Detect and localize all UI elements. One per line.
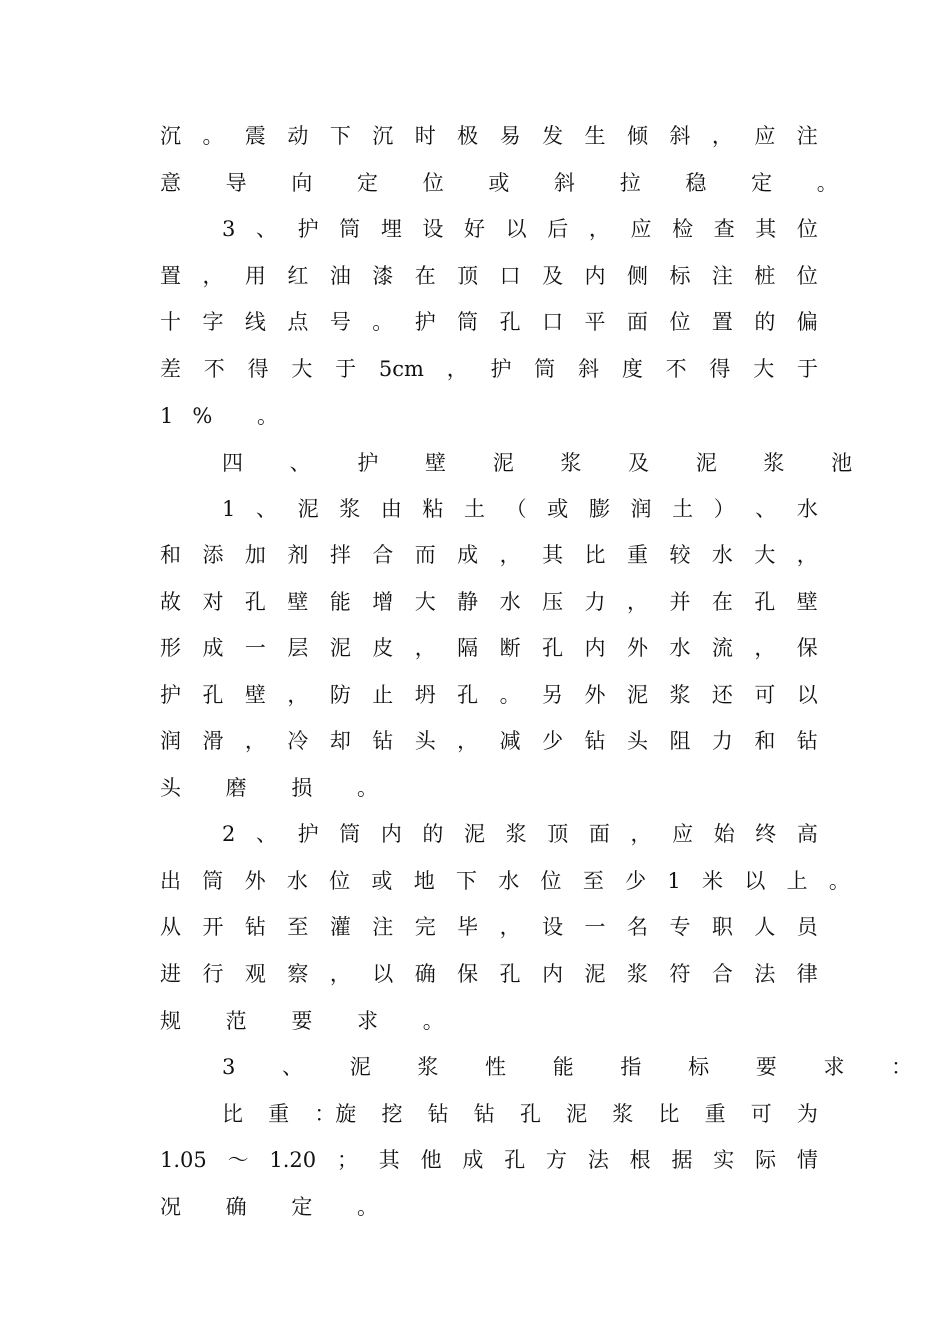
text-token: 终 [755,822,777,846]
text-token: ， [287,683,309,707]
text-token: 泥 [297,497,319,521]
text-token: 钻 [372,729,394,753]
text-token: 护 [297,217,319,241]
text-token: 行 [202,962,224,986]
text-token: 可 [750,1102,772,1126]
text-token: 的 [422,822,444,846]
text-token: 静 [457,590,479,614]
text-token: 水 [499,590,521,614]
text-token: 层 [287,636,309,660]
text-token: 和 [754,729,776,753]
text-line [222,1052,932,1082]
text-token: 可 [754,683,776,707]
text-token: 毕 [457,915,479,939]
text-token: 其 [755,217,777,241]
text-line [160,912,818,942]
text-token: 外 [626,636,648,660]
text-token: 浆 [669,683,691,707]
text-line [160,773,397,803]
text-line [160,401,297,431]
text-line [160,587,818,617]
text-token: 由 [380,497,402,521]
text-token: 钻 [427,1102,449,1126]
text-token: 内 [380,822,402,846]
text-token: 筒 [534,357,556,381]
text-token: 隔 [457,636,479,660]
text-token: ， [414,636,436,660]
text-token: 据 [671,1148,693,1172]
text-token: 注 [796,124,818,148]
text-token: 水 [498,869,520,893]
text-token: ， [202,264,224,288]
text-token: 人 [754,915,776,939]
text-token: 在 [414,264,436,288]
text-token: 少 [542,729,564,753]
text-token: 筒 [339,822,361,846]
text-line [160,726,818,756]
line-text: 头 磨 损 。 [160,776,398,800]
text-token: 其 [542,543,564,567]
text-token: 注 [372,915,394,939]
text-token: 形 [160,636,181,660]
text-token: 浆 [339,497,361,521]
text-token: 位 [669,310,691,334]
text-token: 壁 [287,590,309,614]
text-token: 字 [202,310,224,334]
text-token: ， [630,822,652,846]
text-token: 灌 [329,915,351,939]
text-token: 法 [754,962,776,986]
text-token: 泥 [626,683,648,707]
text-line [222,494,818,524]
text-token: 2 [222,822,236,846]
text-token: 孔 [504,1148,526,1172]
text-token: 下 [329,124,351,148]
text-token: 标 [669,264,691,288]
text-token: 比 [584,543,606,567]
text-token: 土 [672,497,694,521]
text-token: 的 [754,310,776,334]
text-token: 出 [160,869,181,893]
text-token: 至 [582,869,604,893]
text-token: 偏 [796,310,818,334]
heading-text: 四 、 护 壁 泥 浆 及 泥 浆 池 [222,451,873,475]
text-token: 完 [414,915,436,939]
text-token: 少 [625,869,647,893]
text-line [222,1099,818,1129]
text-token: 3 [222,217,236,241]
text-token: 力 [711,729,733,753]
text-token: 位 [796,264,818,288]
text-token: 检 [672,217,694,241]
text-token: 。 [202,124,224,148]
text-token: 从 [160,915,181,939]
text-token: 粘 [422,497,444,521]
text-token: 沉 [160,124,181,148]
text-token: 内 [542,962,564,986]
text-token: 孔 [457,683,479,707]
text-token: 泥 [584,962,606,986]
text-token: 水 [711,543,733,567]
text-token: 得 [709,357,731,381]
text-line [160,680,818,710]
text-token: ） [713,497,735,521]
text-token: 用 [244,264,266,288]
text-token: 大 [414,590,436,614]
text-token: 加 [244,543,266,567]
text-token: 设 [422,217,444,241]
text-token: 时 [414,124,436,148]
text-token: 察 [287,962,309,986]
text-token: 顶 [547,822,569,846]
text-token: ， [754,636,776,660]
text-token: 大 [753,357,775,381]
text-token: 他 [420,1148,442,1172]
text-token: 专 [669,915,691,939]
text-token: 大 [754,543,776,567]
text-token: 后 [547,217,569,241]
text-token: ， [457,729,479,753]
text-token: 进 [160,962,181,986]
text-token: 于 [796,357,818,381]
text-token: 土 [464,497,486,521]
text-token: 平 [584,310,606,334]
text-token: ～ [227,1148,249,1172]
text-token: 口 [499,264,521,288]
text-line [222,214,818,244]
text-token: 。 [499,683,521,707]
text-token: 钻 [584,729,606,753]
text-line [160,633,818,663]
text-token: 。 [828,869,850,893]
text-token: 度 [621,357,643,381]
text-token: 一 [244,636,266,660]
text-token: 对 [202,590,224,614]
text-token: 而 [414,543,436,567]
text-token: 下 [455,869,477,893]
text-token: 差 [160,357,181,381]
text-token: 合 [711,962,733,986]
text-line [160,866,850,896]
text-line [160,168,857,198]
text-token: 筒 [339,217,361,241]
text-token: 米 [702,869,724,893]
text-token: 剂 [287,543,309,567]
text-token: 应 [754,124,776,148]
text-token: 保 [796,636,818,660]
text-token: 大 [291,357,313,381]
text-token: 高 [796,822,818,846]
text-token: 泥 [329,636,351,660]
text-token: 止 [372,683,394,707]
text-token: 水 [286,869,308,893]
text-token: 1.20 [269,1148,317,1172]
text-token: 孔 [499,962,521,986]
text-token: 倾 [626,124,648,148]
text-token: 职 [711,915,733,939]
text-token: ， [711,124,733,148]
text-token: 位 [329,869,351,893]
text-token: 1 [222,497,236,521]
text-token: 符 [669,962,691,986]
text-token: 外 [244,869,266,893]
text-token: ， [499,915,521,939]
text-token: 和 [160,543,181,567]
line-text: 3 、 泥 浆 性 能 指 标 要 求 ： [222,1055,933,1079]
text-token: 为 [796,1102,818,1126]
text-token: 壁 [244,683,266,707]
text-token: 沉 [372,124,394,148]
text-token: 钻 [473,1102,495,1126]
text-token: 面 [626,310,648,334]
text-token: 至 [287,915,309,939]
text-token: 内 [584,636,606,660]
text-token: 好 [464,217,486,241]
text-token: 以 [796,683,818,707]
text-token: 能 [329,590,351,614]
text-line [160,540,818,570]
text-token: 泥 [566,1102,588,1126]
text-token: 重 [268,1102,290,1126]
text-token: 斜 [578,357,600,381]
text-token: 情 [796,1148,818,1172]
text-token: 、 [755,497,777,521]
text-token: 确 [414,962,436,986]
text-token: 生 [584,124,606,148]
text-line [222,819,818,849]
text-token: 其 [378,1148,400,1172]
text-line [160,1006,463,1036]
text-token: 震 [244,124,266,148]
text-token: 、 [255,217,277,241]
text-token: 侧 [626,264,648,288]
text-token: 皮 [372,636,394,660]
text-token: 钻 [244,915,266,939]
text-token: 顶 [457,264,479,288]
text-token: 泥 [464,822,486,846]
text-token: 却 [329,729,351,753]
line-text: 况 确 定 。 [160,1195,398,1219]
text-token: 极 [457,124,479,148]
text-token: 号 [329,310,351,334]
text-token: 拌 [329,543,351,567]
text-token: 内 [584,264,606,288]
text-token: 设 [542,915,564,939]
text-token: 员 [796,915,818,939]
text-token: 得 [247,357,269,381]
text-token: 减 [499,729,521,753]
text-token: 上 [786,869,808,893]
text-line [160,1192,397,1222]
text-token: 滑 [202,729,224,753]
text-token: 孔 [754,590,776,614]
text-token: 开 [202,915,224,939]
text-token: 不 [203,357,225,381]
text-token: ：旋 [314,1102,357,1126]
text-token: 筒 [202,869,224,893]
text-token: ， [626,590,648,614]
text-token: 浆 [612,1102,634,1126]
text-token: 地 [413,869,435,893]
text-token: 红 [287,264,309,288]
text-token: 在 [711,590,733,614]
text-token: 头 [626,729,648,753]
text-token: 律 [796,962,818,986]
line-text: 1% 。 [160,404,297,428]
text-token: 流 [711,636,733,660]
text-token: 浆 [505,822,527,846]
text-token: 查 [713,217,735,241]
text-token: 埋 [380,217,402,241]
text-token: ， [446,357,468,381]
text-token: 实 [713,1148,735,1172]
text-token: 挖 [381,1102,403,1126]
text-token: 比 [222,1102,243,1126]
text-token: 以 [744,869,766,893]
text-token: 位 [540,869,562,893]
text-token: 护 [414,310,436,334]
text-token: 压 [542,590,564,614]
text-token: 线 [244,310,266,334]
text-token: 合 [372,543,394,567]
text-token: 钻 [796,729,818,753]
text-line [160,354,818,384]
text-token: 漆 [372,264,394,288]
text-token: 坍 [414,683,436,707]
text-token: 较 [669,543,691,567]
text-line [160,959,818,989]
text-token: 、 [255,497,277,521]
text-token: 保 [457,962,479,986]
text-token: 桩 [754,264,776,288]
text-token: 外 [584,683,606,707]
text-token: （ [505,497,527,521]
text-token: 孔 [202,683,224,707]
text-token: 重 [626,543,648,567]
text-token: 力 [584,590,606,614]
text-token: 根 [629,1148,651,1172]
text-token: ； [336,1148,358,1172]
text-token: 水 [669,636,691,660]
text-token: 防 [329,683,351,707]
text-token: 以 [372,962,394,986]
text-token: 冷 [287,729,309,753]
text-token: 润 [160,729,181,753]
text-token: 以 [505,217,527,241]
text-token: 添 [202,543,224,567]
text-token: 、 [255,822,277,846]
text-token: 润 [630,497,652,521]
text-token: 水 [796,497,818,521]
text-token: 1 [667,869,681,893]
text-token: 发 [542,124,564,148]
text-token: 增 [372,590,394,614]
text-token: 壁 [796,590,818,614]
text-token: ， [329,962,351,986]
section-heading [222,448,872,478]
text-token: ， [244,729,266,753]
text-token: 油 [329,264,351,288]
text-token: 点 [287,310,309,334]
text-line [160,261,818,291]
text-token: 。 [372,310,394,334]
text-token: 应 [672,822,694,846]
text-token: 比 [658,1102,680,1126]
text-token: 筒 [457,310,479,334]
text-token: 头 [414,729,436,753]
text-line [160,1145,818,1175]
line-text: 意 导 向 定 位 或 斜 拉 稳 定 。 [160,171,857,195]
text-token: 浆 [626,962,648,986]
text-token: 断 [499,636,521,660]
text-token: 位 [796,217,818,241]
text-token: 于 [335,357,357,381]
text-token: ， [588,217,610,241]
text-token: 另 [542,683,564,707]
text-line [160,307,818,337]
text-token: 孔 [542,636,564,660]
text-token: 十 [160,310,181,334]
text-token: 或 [547,497,569,521]
text-token: 护 [297,822,319,846]
text-token: 际 [755,1148,777,1172]
text-token: 孔 [519,1102,541,1126]
text-token: 重 [704,1102,726,1126]
text-token: 护 [490,357,512,381]
text-token: 5cm [378,357,424,381]
text-token: 名 [626,915,648,939]
text-token: 孔 [244,590,266,614]
text-token: 一 [584,915,606,939]
line-text: 规 范 要 求 。 [160,1009,463,1033]
text-token: 口 [542,310,564,334]
text-token: 及 [542,264,564,288]
text-token: ， [499,543,521,567]
text-token: 护 [160,683,181,707]
text-token: 1.05 [160,1148,207,1172]
text-token: 观 [244,962,266,986]
text-token: 置 [160,264,181,288]
text-token: 成 [462,1148,484,1172]
text-token: ， [796,543,818,567]
text-token: 不 [665,357,687,381]
text-token: 孔 [499,310,521,334]
text-token: 方 [546,1148,568,1172]
text-token: 阻 [669,729,691,753]
text-token: 或 [371,869,393,893]
text-token: 还 [711,683,733,707]
text-token: 注 [711,264,733,288]
text-token: 始 [713,822,735,846]
text-token: 膨 [588,497,610,521]
text-token: 并 [669,590,691,614]
text-token: 法 [587,1148,609,1172]
text-token: 斜 [669,124,691,148]
text-token: 成 [202,636,224,660]
text-token: 故 [160,590,181,614]
text-token: 置 [711,310,733,334]
text-token: 易 [499,124,521,148]
text-token: 面 [588,822,610,846]
text-token: 成 [457,543,479,567]
text-token: 动 [287,124,309,148]
text-token: 应 [630,217,652,241]
text-line [160,121,818,151]
